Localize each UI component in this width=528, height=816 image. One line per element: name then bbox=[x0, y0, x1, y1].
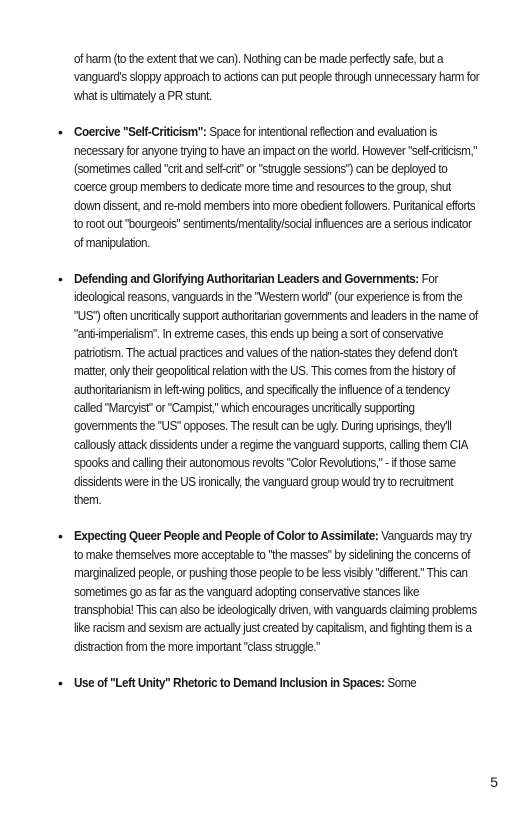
page-number: 5 bbox=[490, 774, 498, 790]
item-body: Some bbox=[384, 676, 417, 691]
text-column bbox=[58, 50, 480, 693]
intro-paragraph: of harm (to the extent that we can). Nothing can be made perfectly safe, but a vanguard's sloppy approach to actions can put people through unnecessary harm for what is ultimately a PR stunt. bbox=[74, 52, 480, 103]
list-item bbox=[58, 270, 478, 509]
list-item bbox=[58, 674, 478, 692]
bullet-icon: • bbox=[58, 675, 63, 692]
item-body: Vanguards may try to make themselves more acceptable to "the masses" by sidelining the concerns of marginalized people, or pushing those people to be less visibly "different." This can sometimes go as far as the vanguard adopting conservative stances like transphobia! This can also be ideologically driven, with vanguards claiming problems like racism and sexism are actually just created by capitalism, and fighting them is a distraction from the more important "class struggle." bbox=[74, 529, 477, 654]
bullet-icon: • bbox=[58, 124, 63, 141]
bullet-icon: • bbox=[58, 528, 63, 545]
item-heading: Coercive "Self-Criticism": bbox=[74, 125, 207, 140]
item-heading: Defending and Glorifying Authoritarian Leaders and Governments: bbox=[74, 272, 419, 287]
item-heading: Expecting Queer People and People of Color to Assimilate: bbox=[74, 529, 379, 544]
list-item bbox=[58, 123, 478, 252]
list-item bbox=[58, 527, 478, 656]
item-heading: Use of "Left Unity" Rhetoric to Demand Inclusion in Spaces: bbox=[74, 676, 385, 691]
item-body: For ideological reasons, vanguards in the "Western world" (our experience is from the "US") often uncritically support authoritarian governments and leaders in the name of "anti-imperialism". In extreme cases, this ends up being a sort of conservative patriotism. The actual practices and values of the nation-states they defend don't matter, only their geopolitical relation with the US. This comes from the history of authoritarianism in left-wing politics, and specifically the influence of a tendency called "Marcyist" or "Campist," which encourages uncritically supporting governments the "US" opposes. The result can be ugly. During uprisings, they'll callously attack dissidents under a regime the vanguard supports, calling them CIA spooks and calling their autonomous revolts "Color Revolutions," - if those same dissidents were in the US ironically, the vanguard group would try to recruitment them. bbox=[74, 272, 478, 507]
bullet-icon: • bbox=[58, 271, 63, 288]
item-body: Space for intentional reflection and evaluation is necessary for anyone trying to have an impact on the world. However "self-criticism," (sometimes called "crit and self-crit" or "struggle sessions") can be deployed to coerce group members to dedicate more time and resources to the group, shut down dissent, and re-mold members into more obedient followers. Puritanical efforts to root out "bourgeois" sentiments/mentality/social influences are a serious indicator of manipulation. bbox=[74, 125, 478, 250]
